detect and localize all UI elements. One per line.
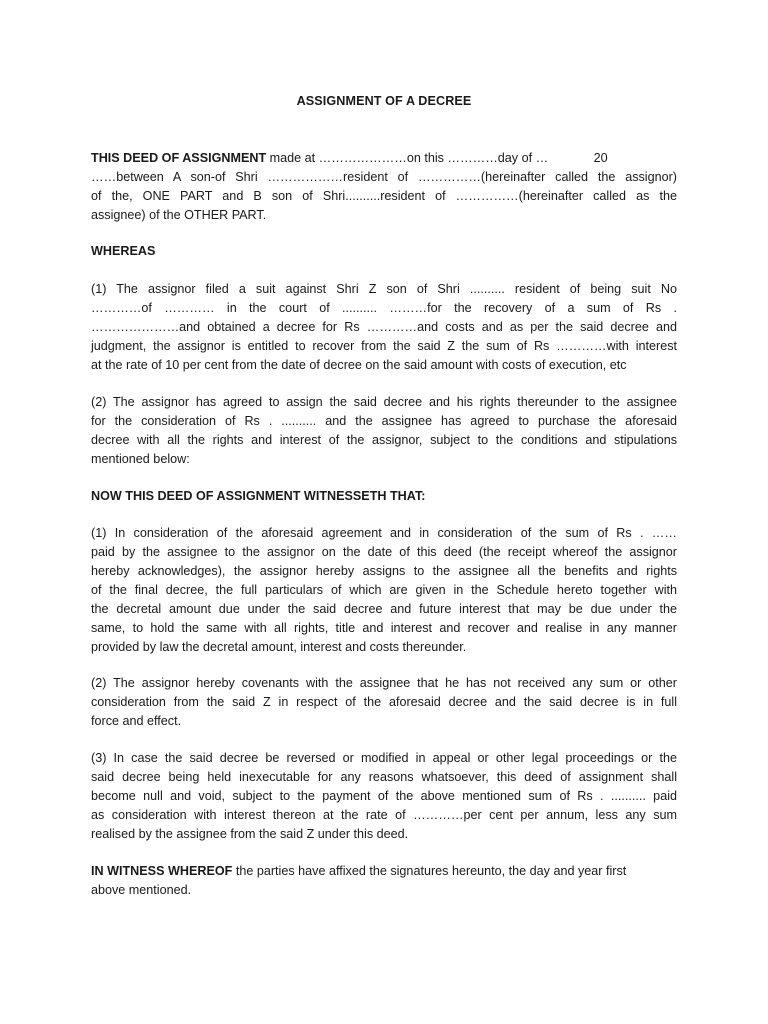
whereas-heading <box>91 242 677 261</box>
clause-1-line-4: of the final decree, the full particulars of which are given in the Schedule hereto together with <box>91 583 677 597</box>
whereas-2-line-3: decree with all the rights and interest of the assignor, subject to the conditions and stipulations <box>91 433 677 447</box>
closing-line-1-text: the parties have affixed the signatures hereunto, the day and year first <box>232 864 627 878</box>
whereas-2-line-4: mentioned below: <box>91 452 190 466</box>
intro-line-1 <box>91 149 677 168</box>
clause-2-line-1: (2) The assignor hereby covenants with the assignee that he has not received any sum or other <box>91 676 677 690</box>
intro-lead: THIS DEED OF ASSIGNMENT <box>91 151 267 165</box>
witnesseth-heading-text: NOW THIS DEED OF ASSIGNMENT WITNESSETH THAT: <box>91 489 426 503</box>
clause-2 <box>91 674 677 731</box>
clause-3-line-5: realised by the assignee from the said Z under this deed. <box>91 827 409 841</box>
document-title: ASSIGNMENT OF A DECREE <box>296 94 472 108</box>
clause-3-line-2: said decree being held inexecutable for any reasons whatsoever, this deed of assignment shall <box>91 770 677 784</box>
witnesseth-heading <box>91 487 677 506</box>
clause-2-line-3: force and effect. <box>91 714 182 728</box>
intro-line-4: assignee) of the OTHER PART. <box>91 208 267 222</box>
whereas-2-line-2: for the consideration of Rs . .......... and the assignee has agreed to purchase the aforesaid <box>91 414 677 428</box>
clause-1-line-6: same, to hold the same with all rights, title and interest and recover and realise in any manner <box>91 621 677 635</box>
closing-paragraph <box>91 862 677 900</box>
intro-line-1-text: made at …………………on this …………day of … 20 <box>266 151 608 165</box>
clause-3-line-1: (3) In case the said decree be reversed or modified in appeal or other legal proceedings or the <box>91 751 677 765</box>
whereas-paragraph-1 <box>91 280 677 375</box>
clause-3-line-4: as consideration with interest thereon at the rate of …………per cent per annum, less any sum <box>91 808 677 822</box>
whereas-1-line-3: …………………and obtained a decree for Rs …………and costs and as per the said decree and <box>91 320 677 334</box>
clause-2-line-2: consideration from the said Z in respect of the aforesaid decree and the said decree is in full <box>91 695 677 709</box>
intro-paragraph <box>91 149 677 225</box>
clause-1-line-3: hereby acknowledges), the assignor hereby assigns to the assignee all the benefits and rights <box>91 564 677 578</box>
clause-1-line-5: the decretal amount due under the said decree and future interest that may be due under the <box>91 602 677 616</box>
clause-1-line-1: (1) In consideration of the aforesaid agreement and in consideration of the sum of Rs . …… <box>91 526 677 540</box>
intro-line-2: ……between A son-of Shri ………………resident of ……………(hereinafter called the assignor) <box>91 170 677 184</box>
whereas-heading-text: WHEREAS <box>91 244 156 258</box>
whereas-1-line-1: (1) The assignor filed a suit against Shri Z son of Shri .......... resident of being suit No <box>91 282 677 296</box>
closing-lead: IN WITNESS WHEREOF <box>91 864 233 878</box>
whereas-2-line-1: (2) The assignor has agreed to assign the said decree and his rights thereunder to the assignee <box>91 395 677 409</box>
whereas-1-line-2: …………of ………… in the court of .......... ………for the recovery of a sum of Rs . <box>91 301 677 315</box>
closing-line-2: above mentioned. <box>91 883 192 897</box>
clause-1-line-2: paid by the assignee to the assignor on the date of this deed (the receipt whereof the assignor <box>91 545 677 559</box>
intro-line-3: of the, ONE PART and B son of Shri..........resident of ……………(hereinafter called as the <box>91 189 677 203</box>
clause-1 <box>91 524 677 657</box>
clause-1-line-7: provided by law the decretal amount, interest and costs thereunder. <box>91 640 467 654</box>
clause-3-line-3: become null and void, subject to the payment of the above mentioned sum of Rs . .......... paid <box>91 789 677 803</box>
whereas-1-line-5: at the rate of 10 per cent from the date of decree on the said amount with costs of execution, etc <box>91 358 627 372</box>
whereas-paragraph-2 <box>91 393 677 469</box>
whereas-1-line-4: judgment, the assignor is entitled to recover from the said Z the sum of Rs …………with interest <box>91 339 677 353</box>
closing-line-1 <box>91 862 677 881</box>
clause-3 <box>91 749 677 844</box>
